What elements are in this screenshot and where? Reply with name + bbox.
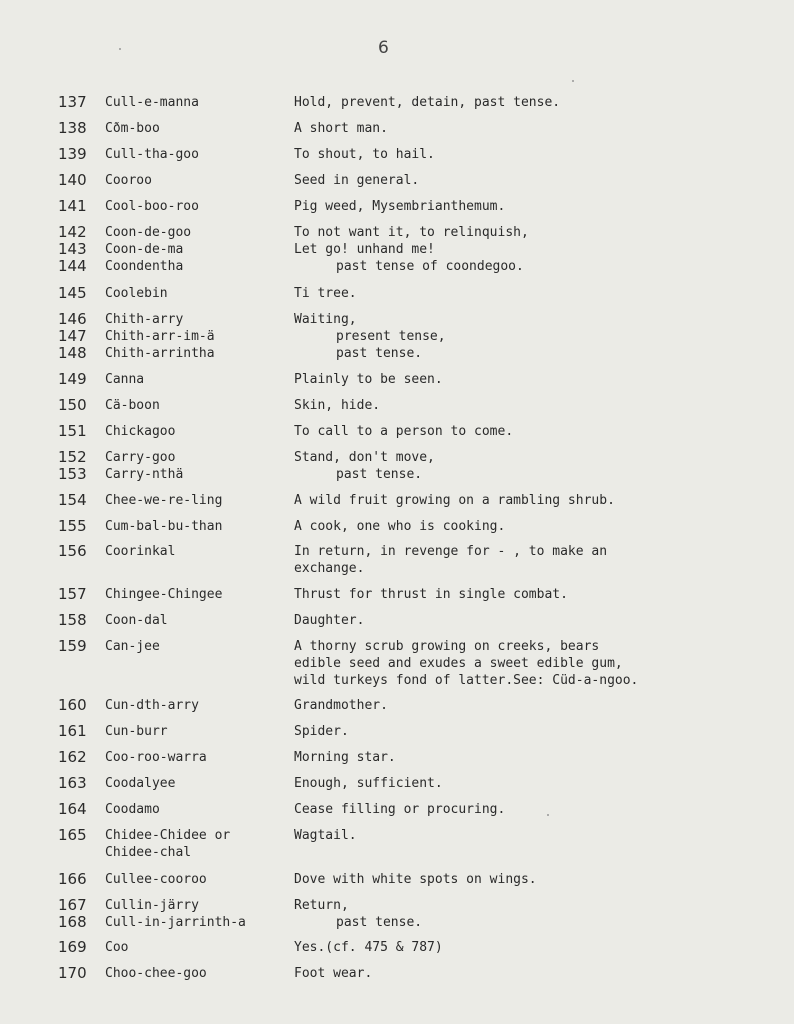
nums-column — [58, 285, 87, 302]
nums-column — [58, 120, 87, 137]
entry-number: 158 — [58, 611, 87, 629]
nums-column — [58, 311, 87, 362]
aboriginal-word: Chith-arrintha — [105, 346, 215, 361]
aboriginal-word: Chee-we-re-ling — [105, 493, 223, 508]
nums-column — [58, 423, 87, 440]
nums-column — [58, 827, 87, 844]
words-column — [105, 146, 199, 163]
nums-column — [58, 801, 87, 818]
aboriginal-word: Coo — [105, 940, 129, 955]
entry-number: 163 — [58, 774, 87, 792]
glosses-column — [294, 586, 568, 603]
english-gloss: Grandmother. — [294, 698, 388, 713]
aboriginal-word: Carry-goo — [105, 450, 176, 465]
nums-column — [58, 371, 87, 388]
english-gloss: Seed in general. — [294, 173, 420, 188]
english-gloss: wild turkeys fond of latter.See: Cüd-a-ngoo. — [294, 673, 639, 688]
entry-number: 142 — [58, 223, 87, 241]
nums-column — [58, 198, 87, 215]
entry-number: 156 — [58, 542, 87, 560]
words-column — [105, 172, 152, 189]
english-gloss: Skin, hide. — [294, 398, 381, 413]
aboriginal-word: Coondentha — [105, 259, 184, 274]
glosses-column — [294, 311, 446, 362]
aboriginal-word: Carry-nthä — [105, 467, 184, 482]
english-gloss: Let go! unhand me! — [294, 242, 435, 257]
aboriginal-word: Cull-in-jarrinth-a — [105, 915, 246, 930]
nums-column — [58, 965, 87, 982]
aboriginal-word: Cullee-cooroo — [105, 872, 207, 887]
aboriginal-word: Cooroo — [105, 173, 152, 188]
entry-number: 164 — [58, 800, 87, 818]
glosses-column — [294, 939, 443, 956]
nums-column — [58, 146, 87, 163]
glosses-column — [294, 775, 443, 792]
entry-number: 168 — [58, 913, 87, 931]
aboriginal-word: Cull-tha-goo — [105, 147, 199, 162]
english-gloss: edible seed and exudes a sweet edible gum, — [294, 656, 623, 671]
english-gloss: Cease filling or procuring. — [294, 802, 506, 817]
glosses-column — [294, 543, 607, 577]
nums-column — [58, 612, 87, 629]
nums-column — [58, 449, 87, 483]
english-gloss: To call to a person to come. — [294, 424, 514, 439]
glosses-column — [294, 397, 380, 414]
entry-number: 165 — [58, 826, 87, 844]
nums-column — [58, 172, 87, 189]
nums-column — [58, 897, 87, 931]
words-column — [105, 397, 160, 414]
glosses-column — [294, 449, 435, 483]
aboriginal-word: Cä-boon — [105, 398, 160, 413]
aboriginal-word: Chickagoo — [105, 424, 176, 439]
english-gloss: Dove with white spots on wings. — [294, 872, 537, 887]
words-column — [105, 612, 168, 629]
entry-number: 149 — [58, 370, 87, 388]
words-column — [105, 697, 199, 714]
nums-column — [58, 94, 87, 111]
words-column — [105, 120, 160, 137]
aboriginal-word: Coodamo — [105, 802, 160, 817]
english-gloss: past tense. — [336, 467, 423, 482]
english-gloss: Wagtail. — [294, 828, 357, 843]
words-column — [105, 801, 160, 818]
glosses-column — [294, 423, 513, 440]
glosses-column — [294, 172, 419, 189]
entry-number: 162 — [58, 748, 87, 766]
words-column — [105, 638, 160, 655]
english-gloss: Thrust for thrust in single combat. — [294, 587, 568, 602]
glosses-column — [294, 224, 529, 275]
english-gloss: Enough, sufficient. — [294, 776, 443, 791]
english-gloss: A thorny scrub growing on creeks, bears — [294, 639, 600, 654]
words-column — [105, 423, 175, 440]
words-column — [105, 94, 199, 111]
words-column — [105, 965, 207, 982]
aboriginal-word: Cun-dth-arry — [105, 698, 199, 713]
glosses-column — [294, 723, 349, 740]
words-column — [105, 586, 222, 603]
words-column — [105, 871, 207, 888]
nums-column — [58, 749, 87, 766]
glosses-column — [294, 965, 372, 982]
aboriginal-word: Chidee-chal — [105, 845, 192, 860]
entry-number: 154 — [58, 491, 87, 509]
glosses-column — [294, 871, 537, 888]
glosses-column — [294, 897, 422, 931]
entry-number: 151 — [58, 422, 87, 440]
nums-column — [58, 224, 87, 275]
words-column — [105, 723, 168, 740]
english-gloss: Pig weed, Mysembrianthemum. — [294, 199, 506, 214]
words-column — [105, 897, 246, 931]
english-gloss: Foot wear. — [294, 966, 373, 981]
entry-number: 148 — [58, 344, 87, 362]
page-number: 6 — [378, 38, 389, 58]
entry-number: 152 — [58, 448, 87, 466]
aboriginal-word: Cum-bal-bu-than — [105, 519, 223, 534]
glosses-column — [294, 827, 357, 844]
english-gloss: Yes.(cf. 475 & 787) — [294, 940, 443, 955]
words-column — [105, 749, 207, 766]
glosses-column — [294, 518, 505, 535]
english-gloss: A short man. — [294, 121, 388, 136]
aboriginal-word: Coon-de-ma — [105, 242, 184, 257]
entry-number: 141 — [58, 197, 87, 215]
nums-column — [58, 723, 87, 740]
entry-number: 145 — [58, 284, 87, 302]
aboriginal-word: Canna — [105, 372, 145, 387]
nums-column — [58, 586, 87, 603]
glosses-column — [294, 285, 357, 302]
aboriginal-word: Chidee-Chidee or — [105, 828, 231, 843]
entry-number: 146 — [58, 310, 87, 328]
entry-number: 161 — [58, 722, 87, 740]
entry-number: 160 — [58, 696, 87, 714]
words-column — [105, 492, 222, 509]
words-column — [105, 775, 175, 792]
english-gloss: A cook, one who is cooking. — [294, 519, 506, 534]
words-column — [105, 449, 183, 483]
entry-number: 138 — [58, 119, 87, 137]
words-column — [105, 939, 128, 956]
entry-number: 166 — [58, 870, 87, 888]
aboriginal-word: Cðm-boo — [105, 121, 160, 136]
aboriginal-word: Cun-burr — [105, 724, 168, 739]
aboriginal-word: Chingee-Chingee — [105, 587, 223, 602]
english-gloss: past tense. — [336, 346, 423, 361]
words-column — [105, 285, 168, 302]
glosses-column — [294, 198, 505, 215]
glosses-column — [294, 120, 388, 137]
glosses-column — [294, 697, 388, 714]
entry-number: 170 — [58, 964, 87, 982]
entry-number: 147 — [58, 327, 87, 345]
nums-column — [58, 775, 87, 792]
entry-number: 157 — [58, 585, 87, 603]
english-gloss: past tense. — [336, 915, 423, 930]
english-gloss: present tense, — [336, 329, 446, 344]
nums-column — [58, 697, 87, 714]
aboriginal-word: Coon-dal — [105, 613, 168, 628]
english-gloss: Spider. — [294, 724, 349, 739]
nums-column — [58, 638, 87, 655]
aboriginal-word: Chith-arry — [105, 312, 184, 327]
entry-number: 155 — [58, 517, 87, 535]
english-gloss: Hold, prevent, detain, past tense. — [294, 95, 561, 110]
english-gloss: Morning star. — [294, 750, 396, 765]
entry-number: 139 — [58, 145, 87, 163]
entry-number: 159 — [58, 637, 87, 655]
aboriginal-word: Choo-chee-goo — [105, 966, 207, 981]
aboriginal-word: Cool-boo-roo — [105, 199, 199, 214]
english-gloss: A wild fruit growing on a rambling shrub. — [294, 493, 615, 508]
nums-column — [58, 397, 87, 414]
nums-column — [58, 871, 87, 888]
aboriginal-word: Coon-de-goo — [105, 225, 192, 240]
nums-column — [58, 543, 87, 560]
english-gloss: exchange. — [294, 561, 365, 576]
entry-number: 169 — [58, 938, 87, 956]
aboriginal-word: Can-jee — [105, 639, 160, 654]
aboriginal-word: Chith-arr-im-ä — [105, 329, 215, 344]
entry-number: 167 — [58, 896, 87, 914]
words-column — [105, 543, 175, 560]
aboriginal-word: Coo-roo-warra — [105, 750, 207, 765]
english-gloss: Stand, don't move, — [294, 450, 435, 465]
words-column — [105, 827, 230, 861]
glosses-column — [294, 146, 435, 163]
english-gloss: Waiting, — [294, 312, 357, 327]
words-column — [105, 311, 215, 362]
glosses-column — [294, 612, 364, 629]
glosses-column — [294, 371, 443, 388]
glosses-column — [294, 492, 615, 509]
english-gloss: Ti tree. — [294, 286, 357, 301]
words-column — [105, 198, 199, 215]
aboriginal-word: Cull-e-manna — [105, 95, 199, 110]
aboriginal-word: Coodalyee — [105, 776, 176, 791]
english-gloss: To shout, to hail. — [294, 147, 435, 162]
nums-column — [58, 492, 87, 509]
aboriginal-word: Cullin-järry — [105, 898, 199, 913]
english-gloss: Daughter. — [294, 613, 365, 628]
english-gloss: Plainly to be seen. — [294, 372, 443, 387]
english-gloss: Return, — [294, 898, 349, 913]
english-gloss: past tense of coondegoo. — [336, 259, 524, 274]
glosses-column — [294, 801, 505, 818]
words-column — [105, 224, 191, 275]
entry-number: 153 — [58, 465, 87, 483]
glosses-column — [294, 94, 560, 111]
words-column — [105, 518, 222, 535]
entry-number: 150 — [58, 396, 87, 414]
words-column — [105, 371, 144, 388]
entry-number: 144 — [58, 257, 87, 275]
glosses-column — [294, 638, 638, 689]
english-gloss: In return, in revenge for - , to make an — [294, 544, 608, 559]
nums-column — [58, 939, 87, 956]
entry-number: 143 — [58, 240, 87, 258]
nums-column — [58, 518, 87, 535]
aboriginal-word: Coolebin — [105, 286, 168, 301]
english-gloss: To not want it, to relinquish, — [294, 225, 529, 240]
entry-number: 137 — [58, 93, 87, 111]
aboriginal-word: Coorinkal — [105, 544, 176, 559]
entry-number: 140 — [58, 171, 87, 189]
glosses-column — [294, 749, 396, 766]
